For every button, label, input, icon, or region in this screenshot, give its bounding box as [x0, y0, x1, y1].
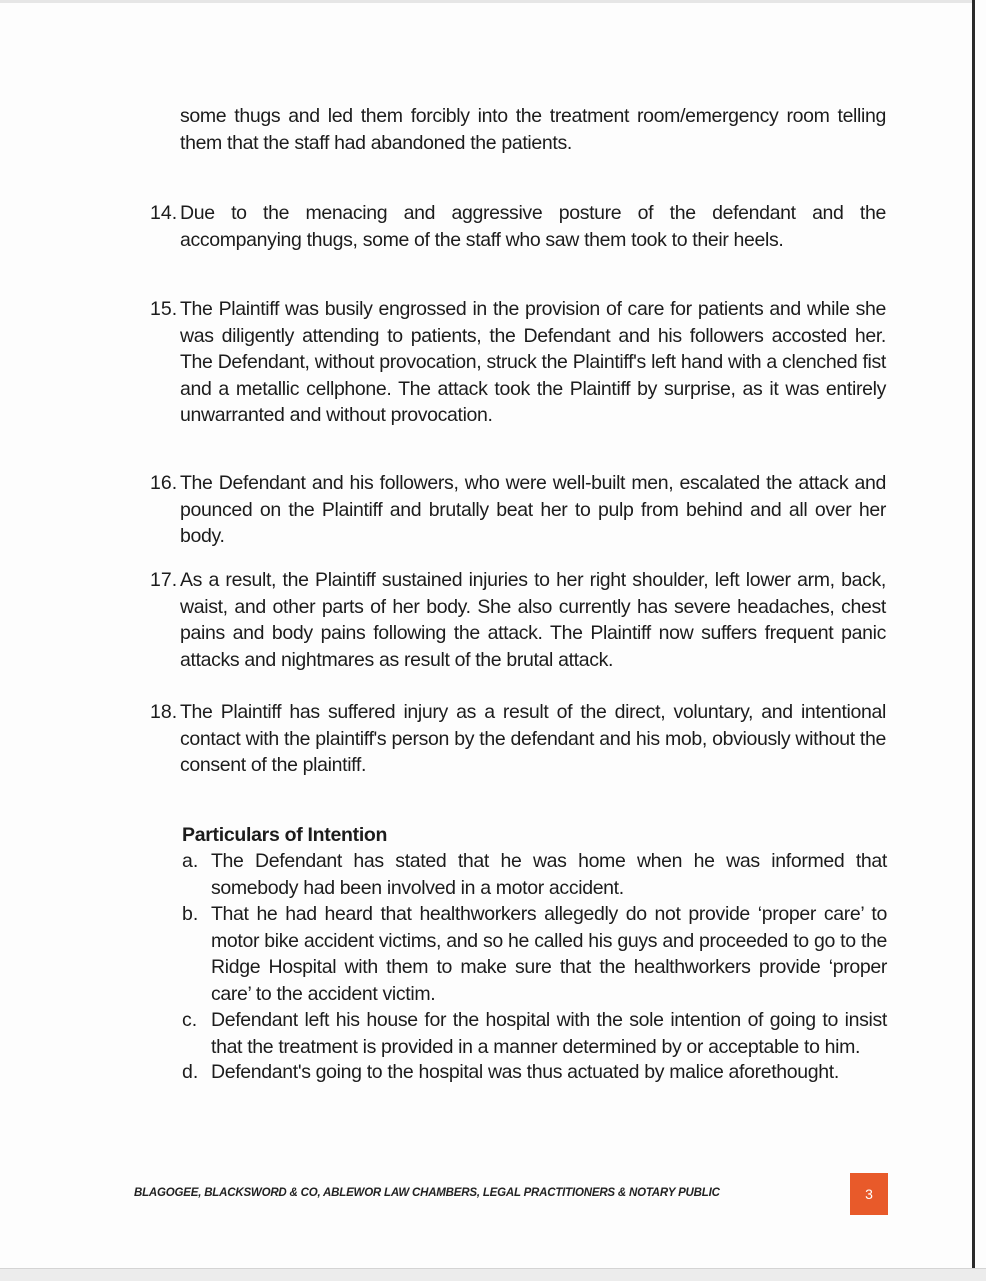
list-item-letter: c. — [182, 1009, 198, 1031]
page-number-badge: 3 — [850, 1173, 888, 1215]
list-item-letter: b. — [182, 903, 199, 925]
list-item: That he had heard that healthworkers allegedly do not provide ‘proper care’ to motor bike accident victims, and so he called his guys and proceeded to go to the Ridge Hospital with them to make sure that the healthworkers provide ‘proper care’ to the accident victim. — [211, 903, 887, 1005]
page-right-edge — [972, 0, 975, 1280]
list-item: Defendant left his house for the hospital with the sole intention of going to insist that the treatment is provided in a manner determined by or acceptable to him. — [211, 1009, 887, 1058]
paragraph-number: 18. — [150, 701, 178, 723]
top-edge — [0, 0, 972, 3]
paragraph-number: 15. — [150, 298, 178, 320]
particulars-heading: Particulars of Intention — [182, 824, 388, 846]
list-item-letter: a. — [182, 850, 199, 872]
footer-firm-name: BLAGOGEE, BLACKSWORD & CO, ABLEWOR LAW CHAMBERS, LEGAL PRACTITIONERS & NOTARY PUBLIC — [134, 1187, 720, 1199]
list-item: The Defendant has stated that he was home when he was informed that somebody had been involved in a motor accident. — [211, 850, 887, 899]
paragraph-number: 17. — [150, 569, 178, 591]
paragraph-number: 14. — [150, 202, 178, 224]
paragraph-16: The Defendant and his followers, who were well-built men, escalated the attack and pounced on the Plaintiff and brutally beat her to pulp from behind and all over her body. — [180, 472, 886, 548]
paragraph-15: The Plaintiff was busily engrossed in the provision of care for patients and while she was diligently attending to patients, the Defendant and his followers accosted her. The Defendant, without provocation, struck the Plaintiff's left hand with a clenched fist and a metallic cellphone. The attack took the Plaintiff by surprise, as it was entirely unwarranted and without provocation. — [180, 298, 886, 427]
page-bottom-edge — [0, 1268, 986, 1281]
paragraph-13-continuation: some thugs and led them forcibly into the treatment room/emergency room telling them that the staff had abandoned the patients. — [180, 105, 886, 154]
paragraph-14: Due to the menacing and aggressive posture of the defendant and the accompanying thugs, some of the staff who saw them took to their heels. — [180, 202, 886, 251]
paragraph-number: 16. — [150, 472, 178, 494]
paragraph-17: As a result, the Plaintiff sustained injuries to her right shoulder, left lower arm, back, waist, and other parts of her body. She also currently has severe headaches, chest pains and body pains following the attack. The Plaintiff now suffers frequent panic attacks and nightmares as result of the brutal attack. — [180, 569, 886, 671]
list-item-letter: d. — [182, 1061, 199, 1083]
list-item: Defendant's going to the hospital was thus actuated by malice aforethought. — [211, 1061, 839, 1083]
paragraph-18: The Plaintiff has suffered injury as a result of the direct, voluntary, and intentional contact with the plaintiff's person by the defendant and his mob, obviously without the consent of the plaintiff. — [180, 701, 886, 777]
